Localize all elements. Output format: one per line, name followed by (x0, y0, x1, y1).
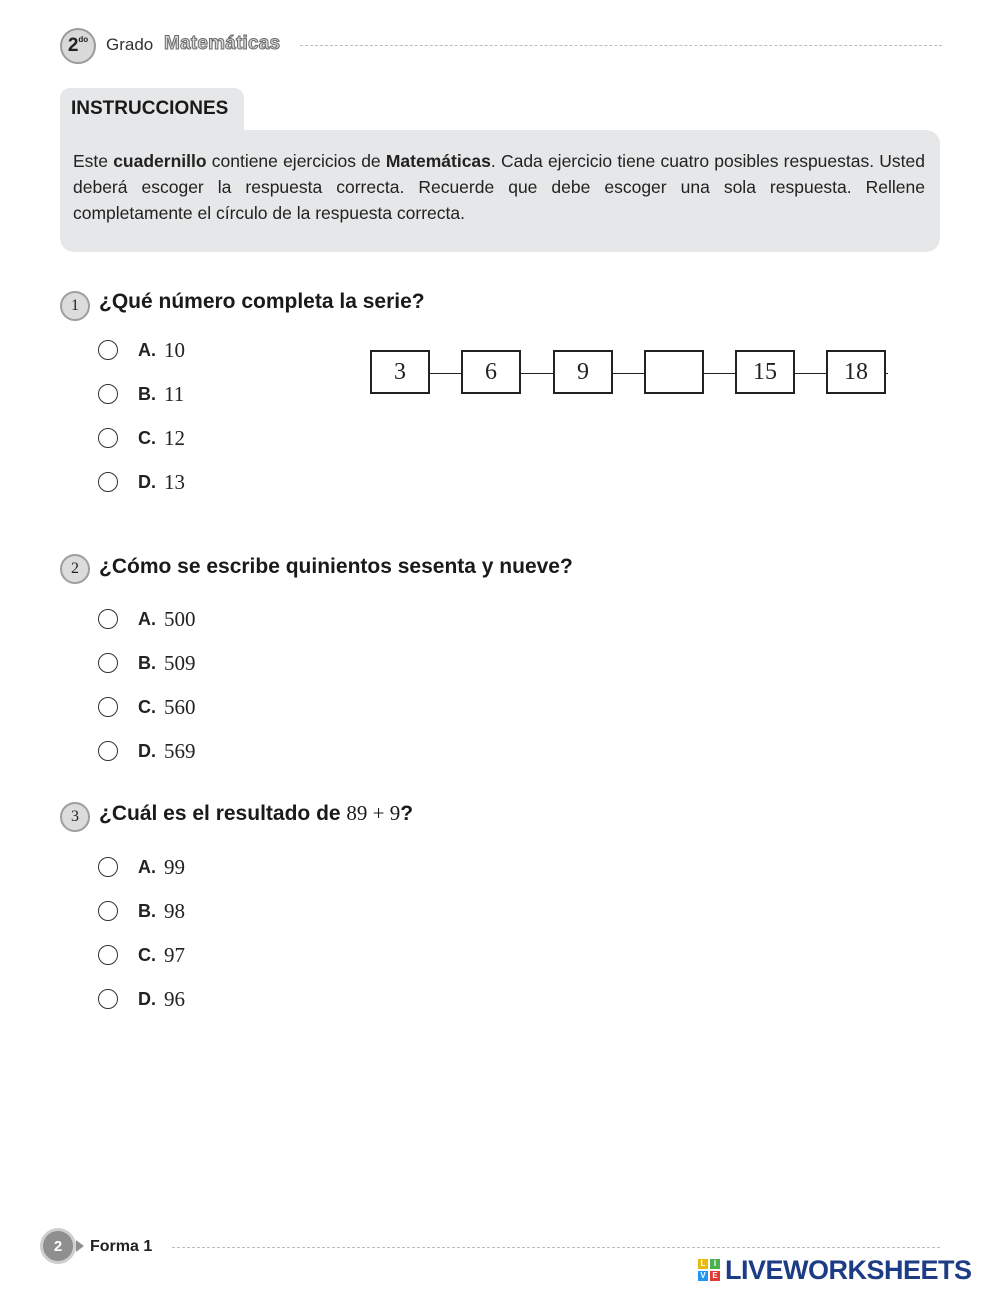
logo-tile: I (710, 1259, 720, 1269)
option-value: 569 (164, 738, 196, 763)
question-2-option-b[interactable] (98, 650, 196, 676)
option-letter: B. (138, 900, 156, 921)
grado-label: Grado (106, 35, 154, 54)
option-value: 12 (164, 425, 185, 450)
option-letter: C. (138, 944, 156, 965)
question-3-option-b[interactable] (98, 898, 185, 924)
series-box-6: 18 (826, 350, 886, 394)
option-letter: B. (138, 652, 156, 673)
question-3-prefix: ¿Cuál es el resultado de (99, 802, 347, 825)
instructions-bold-subject: Matemáticas (385, 151, 491, 171)
question-1-option-d[interactable] (98, 469, 185, 495)
radio-circle[interactable] (98, 741, 118, 761)
header-divider (300, 45, 942, 46)
question-3-option-d[interactable] (98, 986, 185, 1012)
series-box-2: 6 (461, 350, 521, 394)
question-2-option-c[interactable] (98, 694, 196, 720)
footer-divider (172, 1247, 940, 1248)
radio-circle[interactable] (98, 384, 118, 404)
option-value: 99 (164, 854, 185, 879)
radio-circle[interactable] (98, 697, 118, 717)
radio-circle[interactable] (98, 989, 118, 1009)
series-box-blank[interactable] (644, 350, 704, 394)
question-2-text: ¿Cómo se escribe quinientos sesenta y nueve? (99, 555, 573, 578)
instructions-text (73, 148, 925, 226)
question-3-number: 3 (60, 802, 90, 832)
instructions-text-part: contiene ejercicios de (206, 151, 386, 171)
grade-badge (60, 28, 96, 64)
question-2-number: 2 (60, 554, 90, 584)
grade-suffix: do (78, 34, 89, 44)
header (60, 28, 942, 64)
question-3-option-c[interactable] (98, 942, 185, 968)
question-3-suffix: ? (400, 802, 414, 825)
instructions-title: INSTRUCCIONES (71, 98, 229, 119)
instructions-text-part: . Cada ejercicio tiene cuatro posibles respuestas. Usted deberá escoger la respuesta correcta. Recuerde que debe escoger una sola respuesta. Rellene completamente el círculo de la respuesta correcta. (73, 151, 925, 223)
option-value: 500 (164, 606, 196, 631)
series-connector-line (370, 373, 888, 374)
question-2-option-a[interactable] (98, 606, 196, 632)
radio-circle[interactable] (98, 653, 118, 673)
option-letter: C. (138, 696, 156, 717)
question-2-option-d[interactable] (98, 738, 196, 764)
page-arrow-icon (76, 1240, 84, 1252)
logo-tile: E (710, 1271, 720, 1281)
logo-tile: V (698, 1271, 708, 1281)
subject-title: Matemáticas (164, 33, 281, 54)
option-value: 96 (164, 986, 185, 1011)
instructions-bold-cuadernillo: cuadernillo (113, 151, 207, 171)
option-value: 509 (164, 650, 196, 675)
radio-circle[interactable] (98, 901, 118, 921)
option-value: 11 (164, 381, 185, 406)
form-label: Forma 1 (90, 1238, 153, 1255)
grade-number: 2 (67, 35, 79, 56)
option-letter: B. (138, 383, 156, 404)
question-3-text (99, 801, 413, 826)
logo-tile: L (698, 1259, 708, 1269)
radio-circle[interactable] (98, 609, 118, 629)
series-box-5: 15 (735, 350, 795, 394)
radio-circle[interactable] (98, 428, 118, 448)
option-letter: A. (138, 608, 156, 629)
option-letter: D. (138, 988, 156, 1009)
question-3-expression: 89 + 9 (346, 801, 401, 825)
radio-circle[interactable] (98, 340, 118, 360)
question-1-option-c[interactable] (98, 425, 185, 451)
radio-circle[interactable] (98, 945, 118, 965)
option-letter: A. (138, 339, 156, 360)
option-letter: D. (138, 740, 156, 761)
series-box-1: 3 (370, 350, 430, 394)
series-box-3: 9 (553, 350, 613, 394)
option-value: 10 (164, 337, 185, 362)
question-1-number: 1 (60, 291, 90, 321)
option-value: 13 (164, 469, 185, 494)
option-value: 98 (164, 898, 185, 923)
option-letter: C. (138, 427, 156, 448)
option-value: 560 (164, 694, 196, 719)
option-value: 97 (164, 942, 185, 967)
option-letter: A. (138, 856, 156, 877)
question-1-option-a[interactable] (98, 337, 185, 363)
question-1-text: ¿Qué número completa la serie? (99, 290, 425, 313)
instructions-text-part: Este (73, 151, 114, 171)
liveworksheets-brand[interactable] (698, 1256, 972, 1284)
option-letter: D. (138, 471, 156, 492)
page-number-badge: 2 (40, 1228, 76, 1264)
number-series (370, 350, 888, 398)
radio-circle[interactable] (98, 472, 118, 492)
question-1-option-b[interactable] (98, 381, 184, 407)
radio-circle[interactable] (98, 857, 118, 877)
brand-name: LIVEWORKSHEETS (725, 1254, 972, 1285)
liveworksheets-logo-icon (698, 1259, 720, 1281)
question-3-option-a[interactable] (98, 854, 185, 880)
